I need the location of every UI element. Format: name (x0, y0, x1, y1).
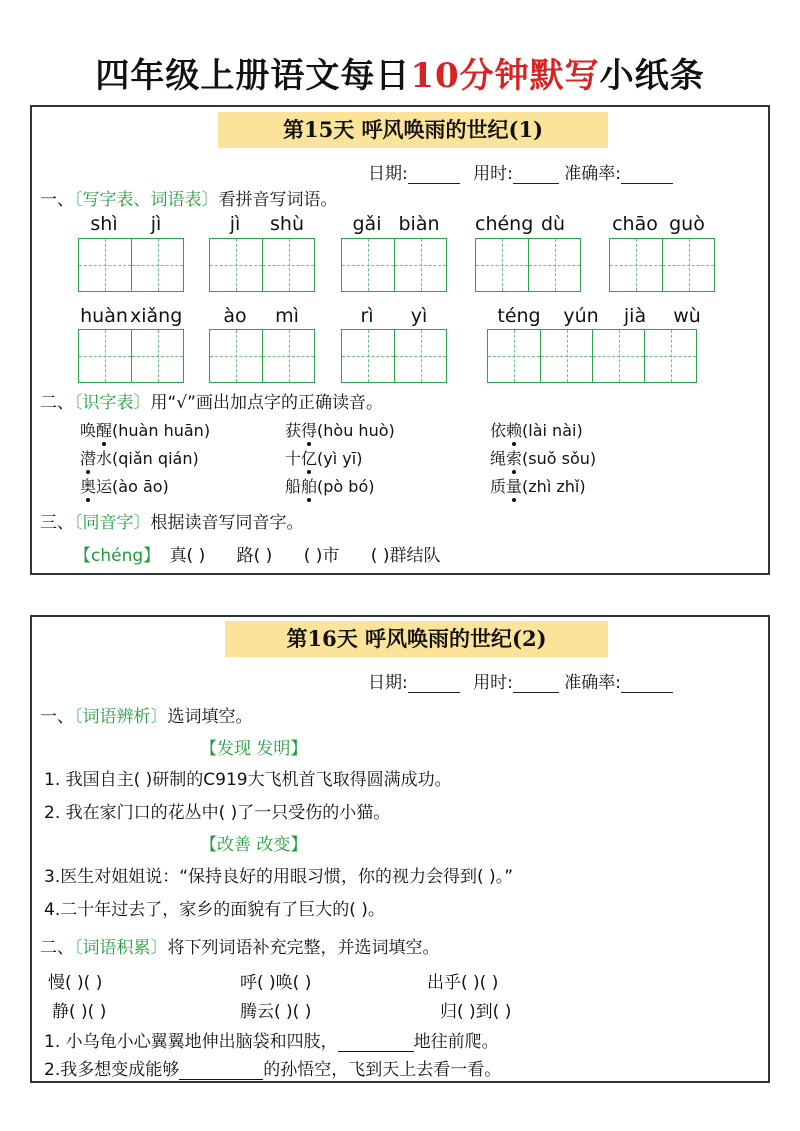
pinyin-label: xiǎng (130, 305, 183, 327)
word-choice-group: 【改善 改变】 (200, 835, 308, 855)
pinyin-label: mì (275, 305, 299, 327)
writing-grid[interactable] (487, 329, 697, 383)
writing-grid[interactable] (341, 329, 447, 383)
reading-item[interactable]: 绳索(suǒ sǒu) (490, 446, 596, 469)
fill-item[interactable]: 出乎( )( ) (427, 973, 499, 993)
time-field[interactable] (513, 165, 559, 184)
question-item[interactable]: 4.二十年过去了，家乡的面貌有了巨大的( )。 (44, 900, 385, 920)
sentence-item[interactable]: 1. 小乌龟小心翼翼地伸出脑袋和四肢， 地往前爬。 (44, 1032, 499, 1052)
pinyin-label: jià (623, 305, 647, 327)
pinyin-label: téng (497, 305, 541, 327)
fill-item[interactable]: 呼( )唤( ) (240, 973, 312, 993)
answer-blank[interactable] (338, 1033, 414, 1052)
pinyin-label: biàn (398, 213, 440, 235)
reading-item[interactable]: 潜水(qiǎn qián) (80, 446, 199, 469)
day15-meta: 日期: 用时: 准确率: (368, 159, 673, 184)
day15-section2-heading: 二、〔识字表〕用“√”画出加点字的正确读音。 (40, 393, 383, 413)
writing-grid[interactable] (78, 329, 184, 383)
word-choice-group: 【发现 发明】 (200, 739, 308, 759)
writing-grid[interactable] (209, 329, 315, 383)
pinyin-label: ào (223, 305, 247, 327)
fill-item[interactable]: 慢( )( ) (48, 973, 103, 993)
fill-item[interactable]: 静( )( ) (52, 1002, 107, 1022)
writing-grid[interactable] (475, 238, 581, 292)
reading-item[interactable]: 获得(hòu huò) (285, 418, 395, 441)
reading-item[interactable]: 船舶(pò bó) (285, 474, 375, 497)
pinyin-label: yì (410, 305, 428, 327)
pinyin-label: huàn (80, 305, 128, 327)
homophone-row[interactable]: 【chéng】 真( ) 路( ) ( )市 ( )群结队 (74, 546, 441, 566)
day16-title: 第16天 呼风唤雨的世纪(2) (225, 621, 608, 657)
time-field[interactable] (513, 674, 559, 693)
fill-item[interactable]: 腾云( )( ) (240, 1002, 312, 1022)
pinyin-label: chāo (612, 213, 658, 235)
pinyin-label: wù (673, 305, 701, 327)
pinyin-label: jì (229, 213, 241, 235)
answer-blank[interactable] (179, 1061, 263, 1080)
reading-item[interactable]: 依赖(lài nài) (490, 418, 583, 441)
reading-item[interactable]: 质量(zhì zhǐ) (490, 474, 586, 497)
pinyin-label: chéng (475, 213, 534, 235)
reading-item[interactable]: 唤醒(huàn huān) (80, 418, 210, 441)
day15-section3-heading: 三、〔同音字〕根据读音写同音字。 (40, 513, 304, 533)
question-item[interactable]: 2. 我在家门口的花丛中( )了一只受伤的小猫。 (44, 803, 391, 823)
day15-section1-heading: 一、〔写字表、词语表〕看拼音写词语。 (40, 190, 338, 210)
question-item[interactable]: 1. 我国自主( )研制的C919大飞机首飞取得圆满成功。 (44, 770, 452, 790)
homophone-label: 【chéng】 (74, 546, 161, 566)
pinyin-label: gǎi (352, 213, 382, 235)
pinyin-label: jì (150, 213, 162, 235)
question-item[interactable]: 3.医生对姐姐说：“保持良好的用眼习惯，你的视力会得到( )。” (44, 867, 514, 887)
day16-section1-heading: 一、〔词语辨析〕选词填空。 (40, 707, 253, 727)
writing-grid[interactable] (78, 238, 184, 292)
date-field[interactable] (408, 674, 460, 693)
writing-grid[interactable] (341, 238, 447, 292)
accuracy-field[interactable] (621, 165, 673, 184)
day16-meta: 日期: 用时: 准确率: (368, 668, 673, 693)
date-field[interactable] (408, 165, 460, 184)
pinyin-label: shù (270, 213, 304, 235)
writing-grid[interactable] (209, 238, 315, 292)
pinyin-label: shì (90, 213, 118, 235)
fill-item[interactable]: 归( )到( ) (440, 1002, 512, 1022)
pinyin-label: guò (669, 213, 705, 235)
page-title: 四年级上册语文每日10分钟默写小纸条 (95, 56, 705, 96)
writing-grid[interactable] (609, 238, 715, 292)
pinyin-label: yún (563, 305, 599, 327)
day15-title: 第15天 呼风唤雨的世纪(1) (218, 112, 608, 148)
pinyin-label: dù (540, 213, 566, 235)
reading-item[interactable]: 奥运(ào āo) (80, 474, 169, 497)
pinyin-label: rì (360, 305, 374, 327)
sentence-item[interactable]: 2.我多想变成能够 的孙悟空，飞到天上去看一看。 (44, 1060, 502, 1080)
accuracy-field[interactable] (621, 674, 673, 693)
day16-section2-heading: 二、〔词语积累〕将下列词语补充完整，并选词填空。 (40, 938, 440, 958)
reading-item[interactable]: 十亿(yì yī) (285, 446, 362, 469)
